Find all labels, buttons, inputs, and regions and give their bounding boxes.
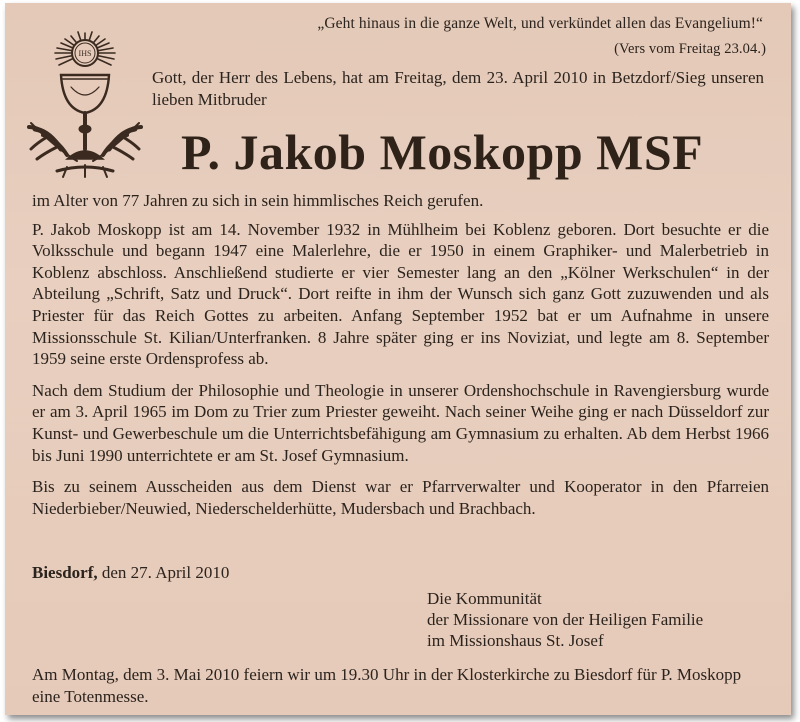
bible-quote	[317, 14, 766, 59]
paragraph-early-life: P. Jakob Moskopp ist am 14. November 1932 in Mühlheim bei Koblenz geboren. Dort besuchte er die Volksschule und begann 1947 eine Malerlehre, die er 1950 in einem Graphiker- und Malerbetrieb in Koblenz abschloss. Anschließend studierte er vier Semester lang an den „Kölner Werkschulen“ in der Abteilung „Schrift, Satz und Druck“. Dort reifte in ihm der Wunsch sich ganz Gott zuzuwenden und als Priester für das Reich Gottes zu arbeiten. Anfang September 1952 bat er um Aufnahme in unsere Missionsschule St. Kilian/Unterfranken. 8 Jahre später ging er ins Noviziat, und legte am 8. September 1959 seine erste Ordensprofess ab.	[32, 219, 769, 369]
place: Biesdorf,	[32, 563, 98, 582]
requiem-mass-notice	[32, 664, 772, 708]
obituary-notice	[5, 3, 791, 715]
chalice-host-emblem-icon	[27, 31, 143, 179]
deceased-name: P. Jakob Moskopp MSF	[181, 124, 704, 180]
host-monogram: IHS	[78, 49, 92, 58]
paragraph-ordination: Nach dem Studium der Philosophie und Theologie in unserer Ordenshochschule in Ravengiersburg wurde er am 3. April 1965 im Dom zu Trier zum Priester geweiht. Nach seiner Weihe ging er nach Düsseldorf zur Kunst- und Gewerbeschule um die Unterrichtsbefähigung am Gymnasium zu erhalten. Ab dem Herbst 1966 bis Juni 1990 unterrichtete er am St. Josef Gymnasium.	[32, 380, 769, 465]
signature-line-1: Die Kommunität	[427, 589, 542, 608]
signature-block	[427, 588, 703, 651]
quote-text: „Geht hinaus in die ganze Welt, und verkündet allen das Evangelium!“	[317, 15, 763, 32]
paragraph-age: im Alter von 77 Jahren zu sich in sein himmlisches Reich gerufen.	[32, 191, 484, 210]
paragraph-ministry: Bis zu seinem Ausscheiden aus dem Dienst war er Pfarrverwalter und Kooperator in den Pfarreien Niederbieber/Neuwied, Niederschelderhütte, Mudersbach und Brachbach.	[32, 477, 769, 518]
date: den 27. April 2010	[101, 563, 230, 582]
intro-text: Gott, der Herr des Lebens, hat am Freitag, dem 23. April 2010 in Betzdorf/Sieg unseren lieben Mitbruder	[152, 68, 764, 109]
place-date	[32, 563, 229, 583]
signature-line-3: im Missionshaus St. Josef	[427, 631, 604, 650]
notice-content	[5, 3, 791, 715]
biography	[32, 190, 769, 529]
signature-line-2: der Missionare von der Heiligen Familie	[427, 610, 704, 629]
mass-text: Am Montag, dem 3. Mai 2010 feiern wir um 19.30 Uhr in der Klosterkirche zu Biesdorf für P. Moskopp eine Totenmesse.	[32, 665, 742, 706]
quote-reference: (Vers vom Freitag 23.04.)	[614, 41, 766, 57]
